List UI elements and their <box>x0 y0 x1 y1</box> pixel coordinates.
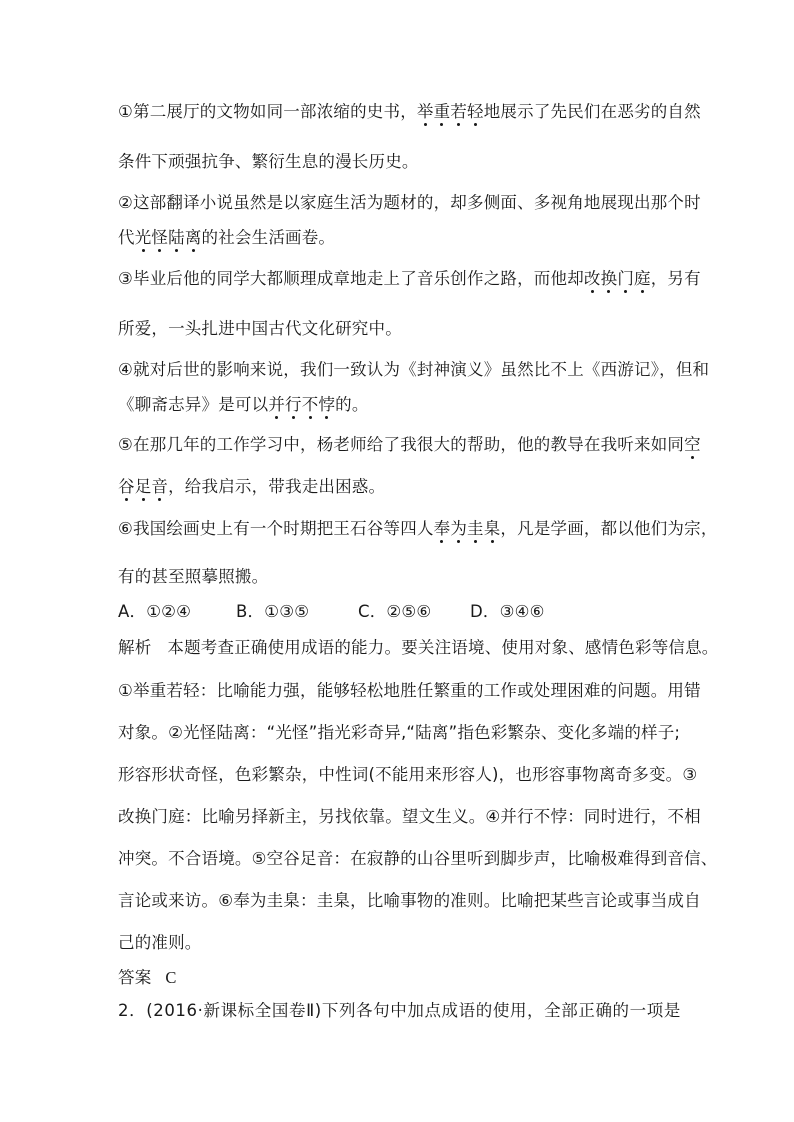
question-source: (2016·新课标全国卷Ⅱ) <box>146 1001 322 1020</box>
idiom-char: 足 <box>134 477 152 496</box>
item-number: ⑤ <box>118 435 133 454</box>
option-label: B． <box>236 602 265 621</box>
option-a <box>118 601 236 623</box>
item-text: 地展示了先民们在恶劣的自然 <box>483 102 701 121</box>
option-value: ①③⑤ <box>264 602 310 621</box>
idiom-char: 改 <box>583 269 601 288</box>
idiom-char: 陆 <box>168 228 185 247</box>
idiom-char: 并 <box>268 395 286 414</box>
item-text: 这部翻译小说虽然是以家庭生活为题材的，却多侧面、多视角地展现出那个时 <box>133 193 701 212</box>
item-text: 代 <box>118 228 135 247</box>
idiom-char: 光 <box>134 228 152 247</box>
idiom-char: 若 <box>450 102 468 121</box>
item-5-line-1 <box>118 434 701 456</box>
idiom-char: 音 <box>151 477 169 496</box>
item-text: ，另有 <box>650 269 701 288</box>
emphasized-idiom <box>118 477 168 496</box>
analysis-intro <box>118 637 719 659</box>
idiom-char: 换 <box>600 269 618 288</box>
option-label: A． <box>118 602 147 621</box>
emphasized-idiom <box>268 395 335 414</box>
item-text: ，给我启示，带我走出困惑。 <box>168 477 386 496</box>
item-1-line-1 <box>118 101 701 123</box>
idiom-char: 离 <box>184 228 202 247</box>
item-text: 就对后世的影响来说，我们一致认为《封神演义》虽然比不上《西游记》，但和 <box>133 360 710 379</box>
idiom-char: 为 <box>450 519 468 538</box>
idiom-char: 谷 <box>118 477 135 496</box>
item-text: 第二展厅的文物如同一部浓缩的史书， <box>133 102 417 121</box>
answer <box>118 967 678 989</box>
item-6-line-2: 有的甚至照摹照搬。 <box>118 567 269 586</box>
item-text: 在那几年的工作学习中，杨老师给了我很大的帮助，他的教导在我听来如同 <box>133 435 685 454</box>
item-number: ② <box>118 193 133 212</box>
analysis-line: 改换门庭：比喻另择新主，另找依靠。望文生义。④并行不悖：同时进行，不相 <box>118 807 701 826</box>
option-label: D． <box>470 602 500 621</box>
idiom-char: 庭 <box>634 269 651 288</box>
option-b <box>236 601 358 623</box>
option-label: C． <box>358 602 387 621</box>
analysis-line: 言论或来访。⑥奉为圭臬：圭臬，比喻事物的准则。比喻把某些言论或事当成自 <box>118 891 701 910</box>
answer-value: C <box>165 968 177 987</box>
idiom-char: 不 <box>301 395 319 414</box>
item-text: 毕业后他的同学大都顺理成章地走上了音乐创作之路，而他却 <box>133 269 584 288</box>
analysis-line: 冲突。不合语境。⑤空谷足音：在寂静的山谷里听到脚步声，比喻极难得到音信、 <box>118 849 718 868</box>
answer-label: 答案 <box>118 968 152 987</box>
item-number: ③ <box>118 269 133 288</box>
item-text: 的。 <box>335 395 369 414</box>
option-d <box>470 601 545 623</box>
emphasized-idiom <box>135 228 202 247</box>
idiom-char: 轻 <box>467 102 484 121</box>
option-value: ①②④ <box>146 602 192 621</box>
analysis-line: 形容形状奇怪，色彩繁杂，中性词(不能用来形容人)，也形容事物离奇多变。③ <box>118 765 698 784</box>
answer-options <box>118 601 678 623</box>
idiom-char: 圭 <box>467 519 484 538</box>
item-text: ，凡是学画，都以他们为宗， <box>500 519 718 538</box>
idiom-char: 空 <box>684 435 701 454</box>
next-question <box>118 1000 681 1022</box>
item-2-line-2 <box>118 227 678 249</box>
item-3-line-1 <box>118 268 701 290</box>
item-number: ④ <box>118 360 133 379</box>
item-4-line-2 <box>118 394 678 416</box>
item-text: 《聊斋志异》是可以 <box>118 395 269 414</box>
option-value: ②⑤⑥ <box>386 602 432 621</box>
item-text: 我国绘画史上有一个时期把王石谷等四人 <box>133 519 434 538</box>
emphasized-idiom <box>434 519 501 538</box>
item-5-line-2 <box>118 476 678 498</box>
analysis-label: 解析 <box>118 638 152 657</box>
item-2-line-1 <box>118 192 701 214</box>
analysis-line: ①举重若轻：比喻能力强，能够轻松地胜任繁重的工作或处理困难的问题。用错 <box>118 681 701 700</box>
item-4-line-1 <box>118 359 710 381</box>
item-3-line-2: 所爱，一头扎进中国古代文化研究中。 <box>118 319 402 338</box>
item-text: 的社会生活画卷。 <box>201 228 336 247</box>
idiom-char: 怪 <box>151 228 169 247</box>
idiom-char: 门 <box>617 269 635 288</box>
idiom-char: 悖 <box>318 395 336 414</box>
idiom-char: 行 <box>285 395 302 414</box>
analysis-line: 对象。②光怪陆离：“光怪”指光彩奇异,“陆离”指色彩繁杂、变化多端的样子; <box>118 723 681 742</box>
option-value: ③④⑥ <box>499 602 545 621</box>
item-1-line-2: 条件下顽强抗争、繁衍生息的漫长历史。 <box>118 152 419 171</box>
item-number: ⑥ <box>118 519 133 538</box>
idiom-char: 举 <box>416 102 434 121</box>
question-text: 下列各句中加点成语的使用，全部正确的一项是 <box>321 1001 681 1020</box>
item-number: ① <box>118 102 133 121</box>
option-c <box>358 601 470 623</box>
idiom-char: 臬 <box>483 519 501 538</box>
idiom-char: 重 <box>433 102 451 121</box>
analysis-intro-text: 本题考查正确使用成语的能力。要关注语境、使用对象、感情色彩等信息。 <box>167 638 719 657</box>
analysis-line: 己的准则。 <box>118 933 202 952</box>
emphasized-idiom <box>417 102 484 121</box>
item-6-line-1 <box>118 518 718 540</box>
emphasized-idiom <box>584 269 651 288</box>
question-number: 2． <box>118 1001 147 1020</box>
idiom-char: 奉 <box>433 519 451 538</box>
